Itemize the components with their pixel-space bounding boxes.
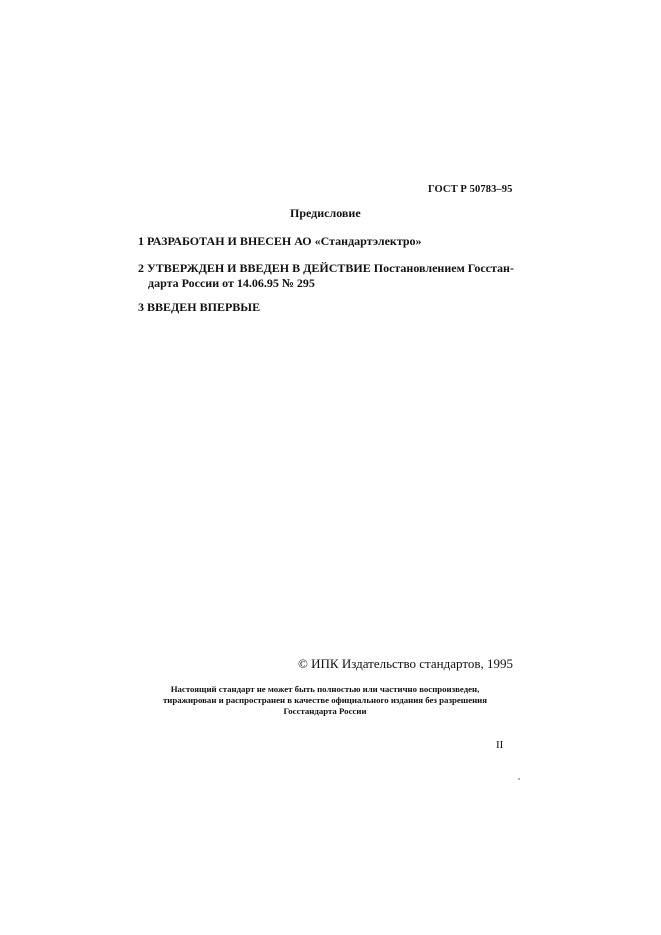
foreword-item-3-line — [138, 300, 513, 315]
foreword-item-2 — [138, 261, 513, 290]
reproduction-notice — [150, 684, 500, 717]
scan-speck — [518, 778, 520, 780]
item-number: 1 — [138, 234, 144, 248]
page-number: II — [496, 739, 504, 751]
notice-line-1: Настоящий стандарт не может быть полностью или частично воспроизведен, — [170, 684, 480, 694]
foreword-item-1-line — [138, 234, 513, 249]
item-number: 2 — [138, 261, 144, 275]
item-text: ВВЕДЕН ВПЕРВЫЕ — [147, 300, 261, 314]
foreword-item-3 — [138, 300, 513, 315]
document-code: ГОСТ Р 50783–95 — [428, 184, 513, 195]
copyright-line: © ИПК Издательство стандартов, 1995 — [298, 656, 513, 671]
item-text: УТВЕРЖДЕН И ВВЕДЕН В ДЕЙСТВИЕ Постановлением Госстан- — [147, 261, 514, 275]
item-number: 3 — [138, 300, 144, 314]
section-title-foreword: Предисловие — [290, 206, 361, 220]
item-text: РАЗРАБОТАН И ВНЕСЕН АО «Стандартэлектро» — [147, 234, 422, 248]
foreword-item-2-line-1 — [138, 261, 513, 276]
notice-line-3: Госстандарта России — [283, 706, 367, 716]
notice-line-2: тиражирован и распространен в качестве официального издания без разрешения — [162, 695, 488, 705]
foreword-item-1 — [138, 234, 513, 249]
foreword-item-2-line-2: дарта России от 14.06.95 № 295 — [148, 275, 315, 290]
